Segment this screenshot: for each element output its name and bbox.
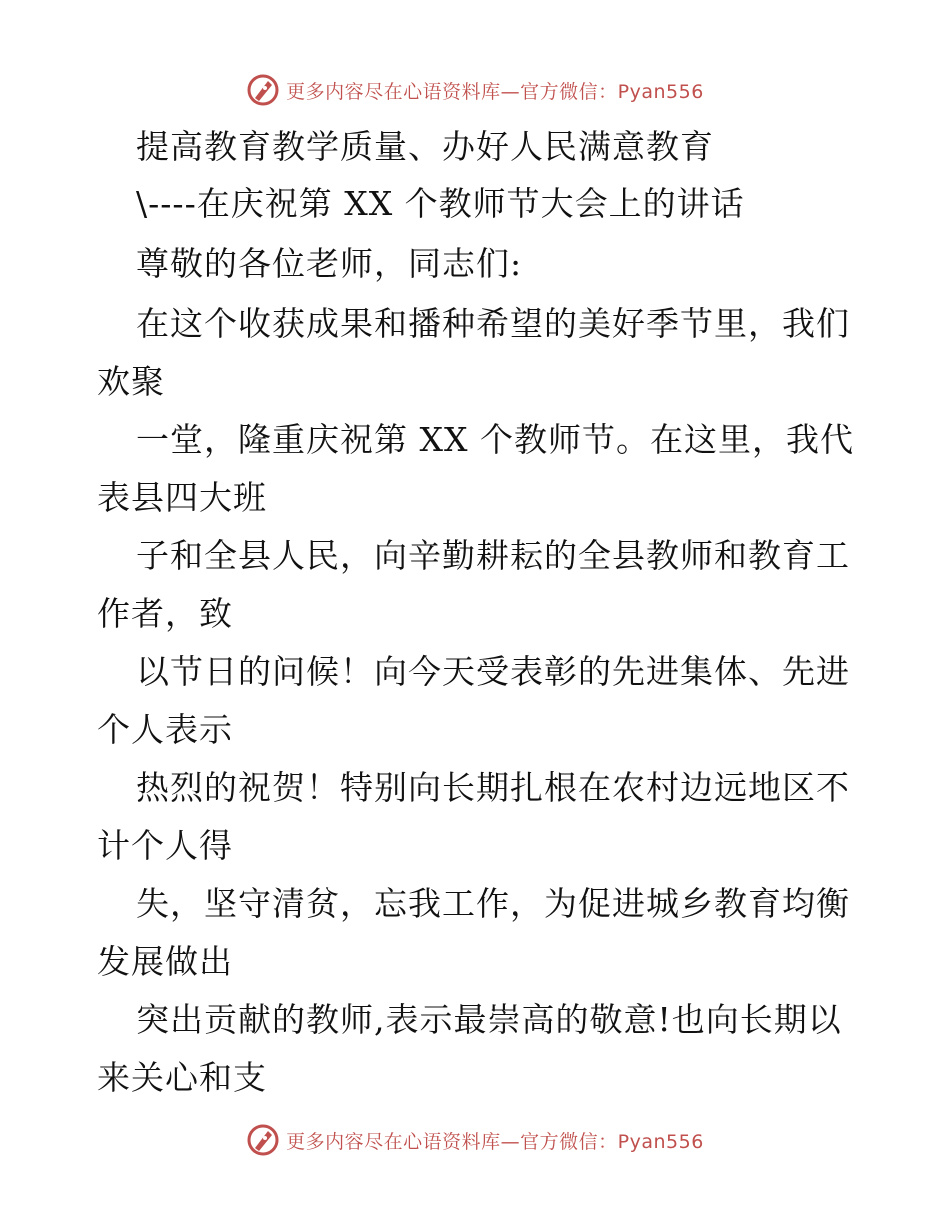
- body-line: 热烈的祝贺！特别向长期扎根在农村边远地区不: [136, 768, 850, 807]
- salutation: 尊敬的各位老师，同志们:: [136, 244, 523, 283]
- header-banner: [0, 70, 950, 110]
- body-line: 子和全县人民，向辛勤耕耘的全县教师和教育工: [136, 536, 850, 575]
- footer-banner-text: 更多内容尽在心语资料库—官方微信：Pyan556: [286, 1130, 704, 1153]
- document-subtitle: \----在庆祝第 XX 个教师节大会上的讲话: [136, 184, 745, 223]
- body-line: 个人表示: [97, 710, 233, 749]
- body-line: 来关心和支: [97, 1058, 267, 1097]
- body-line: 作者，致: [97, 594, 233, 633]
- body-line: 一堂，隆重庆祝第 XX 个教师节。在这里，我代: [136, 420, 854, 459]
- body-line: 在这个收获成果和播种希望的美好季节里，我们: [136, 304, 850, 343]
- body-line: 失，坚守清贫，忘我工作，为促进城乡教育均衡: [136, 884, 850, 923]
- body-line: 欢聚: [97, 362, 165, 401]
- pen-nib-circle-icon: [246, 73, 280, 107]
- body-line: 发展做出: [97, 942, 233, 981]
- body-line: 计个人得: [97, 826, 233, 865]
- document-title: 提高教育教学质量、办好人民满意教育: [136, 127, 714, 166]
- body-line: 表县四大班: [97, 478, 267, 517]
- body-line: 突出贡献的教师,表示最崇高的敬意!也向长期以: [136, 1000, 842, 1039]
- body-line: 以节日的问候！向今天受表彰的先进集体、先进: [136, 652, 850, 691]
- footer-banner: [0, 1120, 950, 1160]
- pen-nib-circle-icon: [246, 1123, 280, 1157]
- header-banner-text: 更多内容尽在心语资料库—官方微信：Pyan556: [286, 80, 704, 103]
